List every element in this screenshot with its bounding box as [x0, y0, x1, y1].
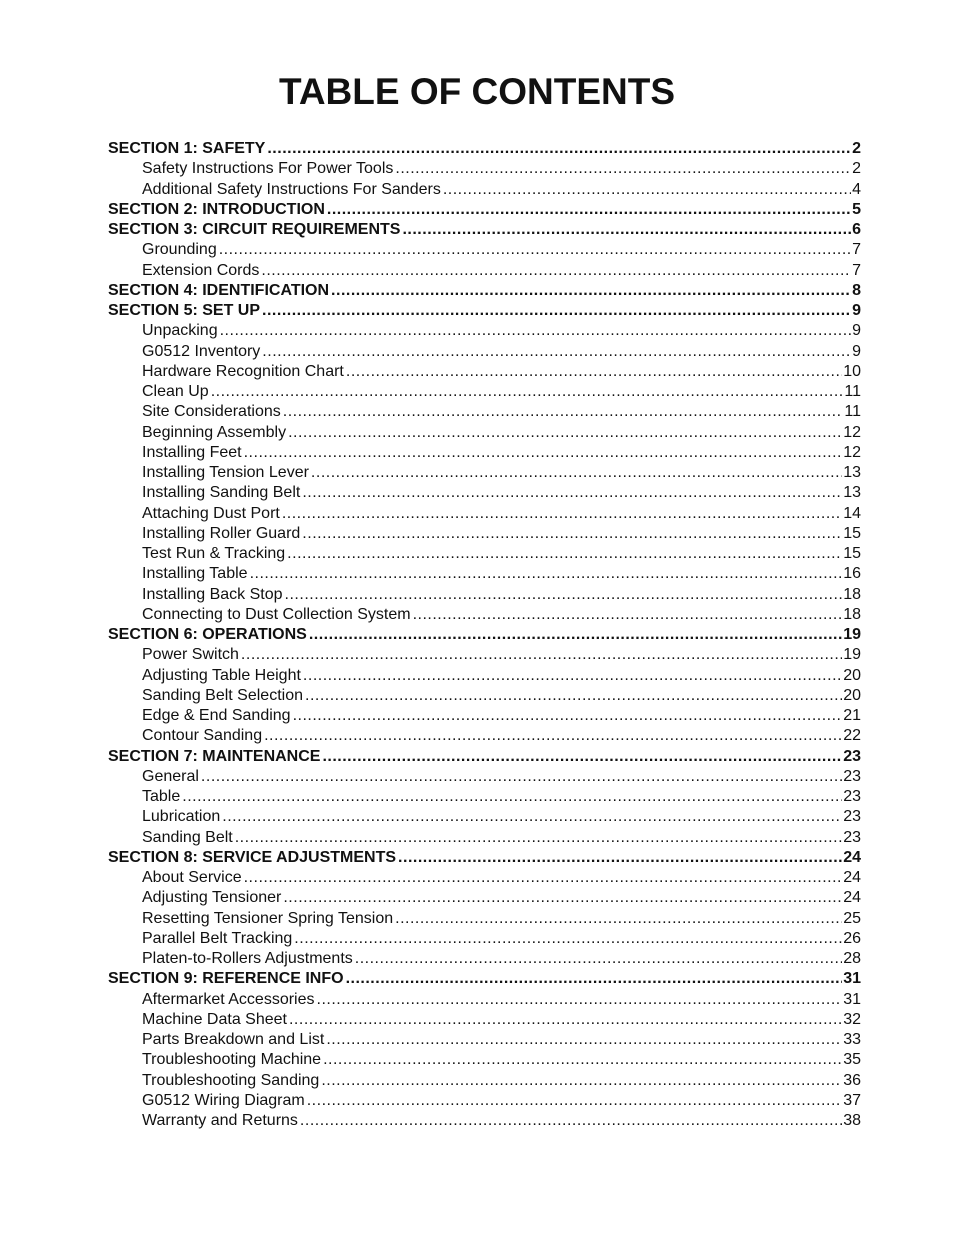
toc-dot-leader: [327, 200, 851, 220]
toc-subsection-entry: [108, 483, 861, 503]
toc-entry-label: Installing Sanding Belt: [142, 484, 301, 502]
page-title: TABLE OF CONTENTS: [278, 71, 675, 112]
toc-entry-label: Beginning Assembly: [142, 423, 287, 441]
toc-subsection-entry: [108, 706, 861, 726]
toc-page-number: 4: [852, 180, 861, 198]
toc-page-number: 23: [843, 747, 861, 765]
toc-entry-label: Adjusting Tensioner: [142, 889, 282, 907]
toc-section-entry: [108, 139, 861, 159]
toc-dot-leader: [219, 240, 851, 260]
toc-page-number: 21: [843, 707, 861, 724]
toc-dot-leader: [283, 888, 842, 908]
toc-subsection-entry: [108, 463, 861, 483]
toc-dot-leader: [222, 807, 842, 827]
toc-dot-leader: [322, 747, 842, 767]
toc-dot-leader: [305, 686, 842, 706]
toc-entry-label: Safety Instructions For Power Tools: [142, 160, 394, 178]
toc-subsection-entry: [108, 585, 861, 605]
toc-subsection-entry: [108, 666, 861, 686]
toc-page-number: 14: [843, 504, 861, 522]
toc-page-number: 9: [852, 342, 861, 360]
toc-subsection-entry: [108, 1071, 861, 1091]
toc-entry-label: Troubleshooting Sanding: [142, 1071, 320, 1089]
toc-subsection-entry: [108, 1010, 861, 1030]
toc-subsection-entry: [108, 443, 861, 463]
toc-section-entry: [108, 281, 861, 301]
toc-subsection-entry: [108, 990, 861, 1010]
toc-entry-label: Contour Sanding: [142, 727, 263, 745]
toc-dot-leader: [300, 1111, 842, 1131]
toc-entry-label: Installing Tension Lever: [142, 464, 309, 481]
toc-dot-leader: [355, 949, 842, 969]
toc-entry-label: SECTION 3: CIRCUIT REQUIREMENTS: [108, 221, 401, 238]
toc-page-number: 23: [843, 808, 861, 826]
toc-entry-label: SECTION 9: REFERENCE INFO: [108, 970, 344, 988]
toc-dot-leader: [250, 564, 843, 584]
toc-page-number: 13: [843, 484, 861, 502]
toc-entry-label: Sanding Belt Selection: [142, 686, 303, 704]
toc-dot-leader: [289, 1010, 842, 1030]
toc-dot-leader: [262, 342, 851, 362]
toc-page-number: 35: [843, 1051, 861, 1069]
toc-page-number: 15: [843, 545, 861, 562]
toc-subsection-entry: [108, 240, 861, 260]
toc-entry-label: SECTION 8: SERVICE ADJUSTMENTS: [108, 848, 397, 866]
toc-entry-label: Resetting Tensioner Spring Tension: [142, 909, 394, 927]
toc-dot-leader: [262, 301, 851, 321]
toc-page-number: 24: [843, 869, 861, 886]
toc-subsection-entry: [108, 1050, 861, 1070]
toc-dot-leader: [287, 544, 842, 564]
toc-entry-label: Parallel Belt Tracking: [142, 929, 293, 947]
toc-subsection-entry: [108, 1111, 861, 1131]
toc-page-number: 26: [843, 929, 861, 947]
toc-entry-label: Installing Roller Guard: [142, 524, 301, 542]
toc-entry-label: Platen-to-Rollers Adjustments: [142, 950, 353, 967]
toc-dot-leader: [323, 1050, 842, 1070]
toc-section-entry: [108, 969, 861, 989]
toc-dot-leader: [211, 382, 844, 402]
toc-page-number: 19: [843, 646, 861, 664]
toc-page-number: 13: [843, 464, 861, 481]
toc-entry-label: Installing Back Stop: [142, 585, 283, 603]
toc-entry-label: G0512 Inventory: [142, 342, 261, 360]
toc-entry-label: SECTION 6: OPERATIONS: [108, 626, 307, 643]
toc-subsection-entry: [108, 787, 861, 807]
toc-dot-leader: [267, 139, 851, 159]
toc-dot-leader: [395, 909, 842, 929]
toc-subsection-entry: [108, 868, 861, 888]
toc-dot-leader: [307, 1091, 842, 1111]
toc-subsection-entry: [108, 564, 861, 584]
toc-subsection-entry: [108, 949, 861, 969]
toc-dot-leader: [288, 423, 842, 443]
toc-subsection-entry: [108, 261, 861, 281]
toc-dot-leader: [264, 726, 842, 746]
toc-dot-leader: [395, 159, 851, 179]
toc-entry-label: Installing Feet: [142, 443, 242, 461]
toc-entry-label: SECTION 2: INTRODUCTION: [108, 200, 325, 218]
toc-page-number: 7: [852, 241, 861, 259]
toc-page-number: 9: [852, 302, 861, 319]
toc-dot-leader: [331, 281, 851, 301]
toc-entry-label: Troubleshooting Machine: [142, 1051, 322, 1069]
toc-page-number: 23: [843, 828, 861, 846]
toc-section-entry: [108, 301, 861, 321]
toc-dot-leader: [294, 929, 842, 949]
toc-subsection-entry: [108, 159, 861, 179]
toc-dot-leader: [201, 767, 842, 787]
toc-dot-leader: [293, 706, 843, 726]
toc-dot-leader: [302, 524, 842, 544]
toc-subsection-entry: [108, 888, 861, 908]
toc-page-number: 22: [843, 727, 861, 745]
toc-subsection-entry: [108, 321, 861, 341]
toc-page-number: 38: [843, 1112, 861, 1129]
toc-entry-label: Extension Cords: [142, 261, 260, 279]
toc-page-number: 18: [843, 585, 861, 603]
toc-dot-leader: [302, 483, 842, 503]
toc-entry-label: SECTION 1: SAFETY: [108, 140, 266, 157]
toc-subsection-entry: [108, 909, 861, 929]
toc-dot-leader: [261, 261, 851, 281]
toc-dot-leader: [309, 625, 842, 645]
toc-subsection-entry: [108, 423, 861, 443]
toc-dot-leader: [402, 220, 851, 240]
toc-dot-leader: [244, 868, 843, 888]
toc-dot-leader: [443, 180, 851, 200]
toc-subsection-entry: [108, 767, 861, 787]
toc-page-number: 11: [844, 403, 861, 421]
toc-entry-label: General: [142, 767, 199, 785]
toc-page-number: 33: [843, 1031, 861, 1048]
toc-entry-label: Lubrication: [142, 808, 221, 826]
toc-entry-label: Site Considerations: [142, 403, 281, 421]
toc-entry-label: Hardware Recognition Chart: [142, 362, 344, 380]
toc-dot-leader: [235, 828, 842, 848]
toc-entry-label: Unpacking: [142, 322, 218, 340]
toc-entry-label: Table: [142, 788, 181, 805]
toc-page-number: 23: [843, 767, 861, 785]
toc-page-number: 6: [852, 221, 861, 238]
toc-page-number: 10: [843, 362, 861, 380]
toc-entry-label: SECTION 5: SET UP: [108, 302, 261, 319]
toc-dot-leader: [326, 1030, 842, 1050]
toc-dot-leader: [285, 585, 843, 605]
toc-page-number: 7: [852, 261, 861, 279]
toc-subsection-entry: [108, 645, 861, 665]
toc-entry-label: Attaching Dust Port: [142, 504, 280, 522]
toc-page-number: 11: [844, 383, 861, 400]
toc-subsection-entry: [108, 726, 861, 746]
toc-entry-label: Parts Breakdown and List: [142, 1031, 325, 1048]
toc-section-entry: [108, 848, 861, 868]
toc-subsection-entry: [108, 180, 861, 200]
toc-dot-leader: [321, 1071, 842, 1091]
toc-entry-label: Edge & End Sanding: [142, 707, 291, 724]
toc-section-entry: [108, 625, 861, 645]
toc-subsection-entry: [108, 828, 861, 848]
toc-subsection-entry: [108, 402, 861, 422]
toc-entry-label: Adjusting Table Height: [142, 666, 301, 684]
toc-entry-label: Additional Safety Instructions For Sanders: [142, 180, 441, 198]
toc-dot-leader: [413, 605, 843, 625]
toc-subsection-entry: [108, 807, 861, 827]
toc-page-number: 31: [843, 990, 861, 1008]
toc-page-number: 37: [843, 1091, 861, 1109]
toc-subsection-entry: [108, 504, 861, 524]
toc-entry-label: About Service: [142, 869, 242, 886]
toc-dot-leader: [282, 504, 842, 524]
toc-page-number: 2: [852, 160, 861, 178]
toc-dot-leader: [244, 443, 843, 463]
toc-entry-label: Connecting to Dust Collection System: [142, 605, 411, 623]
toc-section-entry: [108, 220, 861, 240]
toc-page-number: 12: [843, 443, 861, 461]
toc-page-number: 31: [843, 970, 861, 988]
toc-page-number: 19: [843, 626, 861, 643]
toc-section-entry: [108, 747, 861, 767]
toc-entry-label: Power Switch: [142, 646, 239, 664]
toc-page-number: 15: [843, 524, 861, 542]
toc-page-number: 25: [843, 909, 861, 927]
toc-subsection-entry: [108, 929, 861, 949]
toc-entry-label: Grounding: [142, 241, 217, 259]
toc-entry-label: Clean Up: [142, 383, 209, 400]
toc-subsection-entry: [108, 362, 861, 382]
toc-page-number: 18: [843, 605, 861, 623]
toc-dot-leader: [317, 990, 843, 1010]
toc-page-number: 9: [852, 322, 861, 340]
toc-entry-label: Sanding Belt: [142, 828, 233, 846]
toc-subsection-entry: [108, 382, 861, 402]
toc-page-number: 28: [843, 950, 861, 967]
toc-entry-label: Warranty and Returns: [142, 1112, 298, 1129]
toc-dot-leader: [346, 362, 842, 382]
toc-page-number: 2: [852, 140, 861, 157]
toc-dot-leader: [241, 645, 842, 665]
toc-page-number: 24: [843, 889, 861, 907]
toc-dot-leader: [182, 787, 842, 807]
toc-page-number: 32: [843, 1010, 861, 1028]
toc-subsection-entry: [108, 544, 861, 564]
toc-entry-label: Test Run & Tracking: [142, 545, 286, 562]
toc-subsection-entry: [108, 342, 861, 362]
table-of-contents: [108, 139, 861, 1131]
toc-entry-label: G0512 Wiring Diagram: [142, 1091, 305, 1109]
toc-page-number: 20: [843, 686, 861, 704]
toc-page-number: 16: [843, 565, 861, 583]
toc-entry-label: SECTION 7: MAINTENANCE: [108, 747, 321, 765]
toc-subsection-entry: [108, 686, 861, 706]
toc-page-number: 5: [852, 200, 861, 218]
toc-dot-leader: [398, 848, 842, 868]
toc-section-entry: [108, 200, 861, 220]
toc-entry-label: SECTION 4: IDENTIFICATION: [108, 281, 330, 299]
toc-dot-leader: [346, 969, 843, 989]
toc-dot-leader: [303, 666, 842, 686]
toc-page-number: 20: [843, 666, 861, 684]
toc-page-number: 24: [843, 848, 861, 866]
toc-subsection-entry: [108, 605, 861, 625]
toc-dot-leader: [220, 321, 851, 341]
toc-dot-leader: [283, 402, 844, 422]
toc-subsection-entry: [108, 1030, 861, 1050]
toc-page-number: 36: [843, 1071, 861, 1089]
toc-page-number: 8: [852, 281, 861, 299]
toc-page-number: 12: [843, 423, 861, 441]
toc-entry-label: Installing Table: [142, 565, 248, 583]
toc-entry-label: Aftermarket Accessories: [142, 990, 315, 1008]
toc-subsection-entry: [108, 524, 861, 544]
toc-page-number: 23: [843, 788, 861, 805]
toc-entry-label: Machine Data Sheet: [142, 1010, 287, 1028]
toc-dot-leader: [311, 463, 842, 483]
toc-subsection-entry: [108, 1091, 861, 1111]
